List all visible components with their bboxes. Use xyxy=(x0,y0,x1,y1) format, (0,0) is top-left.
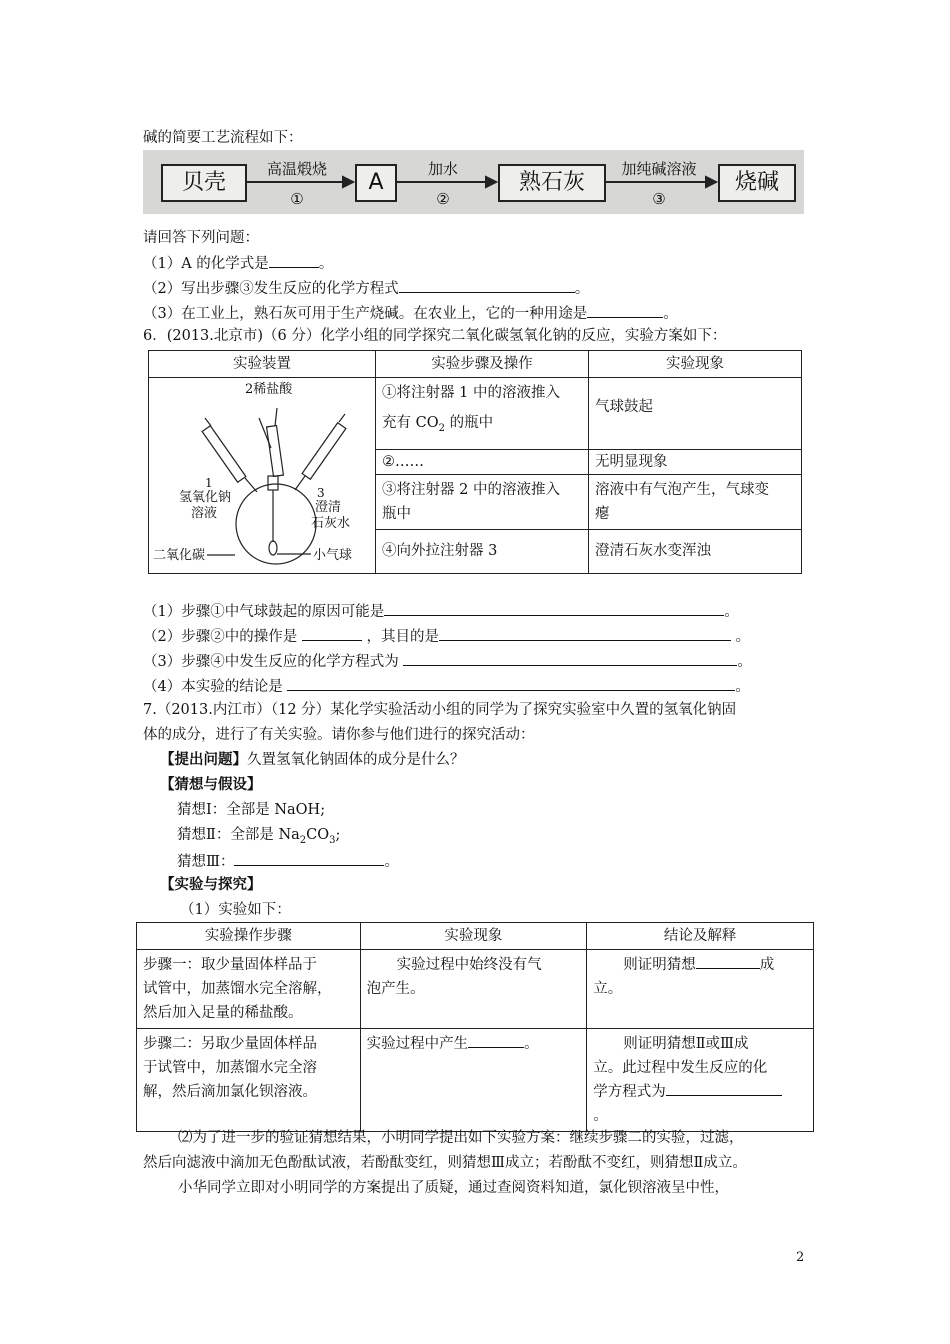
q7-row1-operation: 步骤一：取少量固体样品于 试管中，加蒸馏水完全溶解， 然后加入足量的稀盐酸。 xyxy=(137,950,361,1029)
q5-prompt: 请回答下列问题： xyxy=(143,230,259,246)
q7-header-steps: 实验操作步骤 xyxy=(137,923,361,950)
label-naoh-1: 氢氧化钠 xyxy=(179,490,232,505)
label-limewater-1: 澄清 xyxy=(315,500,342,515)
q5-sub2: （2）写出步骤③发生反应的化学方程式 。 xyxy=(143,277,589,299)
flow-box-shell: 贝壳 xyxy=(161,164,247,202)
answer-blank[interactable] xyxy=(302,625,362,641)
q7-row2-observation: 实验过程中产生 。 xyxy=(360,1029,587,1132)
q7-experiment-heading: 【实验与探究】 xyxy=(160,876,262,893)
q6-observation-3: 溶液中有气泡产生，气球变 瘪 xyxy=(589,475,802,530)
intro-text: 碱的简要工艺流程如下： xyxy=(143,130,303,146)
q7-paragraph-2-line-2: 然后向滤液中滴加无色酚酞试液，若酚酞变红，则猜想Ⅲ成立；若酚酞不变红，则猜想Ⅱ成立。 xyxy=(143,1155,747,1171)
q6-observation-2: 无明显现象 xyxy=(589,450,802,475)
q6-step-2: ②…… xyxy=(376,450,589,475)
q6-apparatus-cell xyxy=(149,378,376,574)
q7-header-observations: 实验现象 xyxy=(360,923,587,950)
q7-paragraph-3: 小华同学立即对小明同学的方案提出了质疑，通过查阅资料知道，氯化钡溶液呈中性， xyxy=(178,1180,729,1196)
label-balloon: 小气球 xyxy=(313,548,353,563)
answer-blank[interactable] xyxy=(403,650,737,666)
answer-blank[interactable] xyxy=(696,953,760,969)
q6-header-steps: 实验步骤及操作 xyxy=(376,351,589,378)
label-hydrochloric-acid: 2稀盐酸 xyxy=(245,382,293,397)
flow-label-calcine: 高温煅烧 xyxy=(266,160,327,178)
answer-blank[interactable] xyxy=(384,600,724,616)
q7-hypothesis-heading: 【猜想与假设】 xyxy=(160,776,262,793)
answer-blank[interactable] xyxy=(468,1032,524,1048)
label-carbon-dioxide: 二氧化碳 xyxy=(153,548,206,563)
q7-title-2: 体的成分，进行了有关实验。请你参与他们进行的探究活动： xyxy=(143,727,535,743)
q6-sub3: （3）步骤④中发生反应的化学方程式为 。 xyxy=(143,650,752,672)
q6-sub4: （4）本实验的结论是 。 xyxy=(143,675,750,697)
flow-step-1: ① xyxy=(290,190,304,208)
q7-row1-observation: 实验过程中始终没有气 泡产生。 xyxy=(360,950,587,1029)
q6-header-apparatus: 实验装置 xyxy=(149,351,376,378)
q6-observation-1: 气球鼓起 xyxy=(589,378,802,450)
flow-label-soda: 加纯碱溶液 xyxy=(621,160,697,178)
q7-hypothesis-3: 猜想Ⅲ： 。 xyxy=(177,850,399,872)
q6-sub1: （1）步骤①中气球鼓起的原因可能是 。 xyxy=(143,600,739,622)
q7-hypothesis-2: 猜想Ⅱ：全部是 $Na_2CO_3$; xyxy=(177,827,341,846)
label-syringe-1: 1 xyxy=(205,476,213,490)
flow-box-a: A xyxy=(355,164,397,202)
q7-row1-conclusion: 则证明猜想 成 立。 xyxy=(587,950,814,1029)
q7-row2-conclusion: 则证明猜想Ⅱ或Ⅲ成 立。此过程中发生反应的化 学方程式为 。 xyxy=(587,1029,814,1132)
answer-blank[interactable] xyxy=(234,850,384,866)
q7-row2-operation: 步骤二：另取少量固体样品 于试管中，加蒸馏水完全溶 解，然后滴加氯化钡溶液。 xyxy=(137,1029,361,1132)
q7-question: 【提出问题】久置氢氧化钠固体的成分是什么？ xyxy=(160,751,465,768)
q6-step-4: ④向外拉注射器 3 xyxy=(376,530,589,574)
q7-title-1: 7.（2013.内江市）（12 分）某化学实验活动小组的同学为了探究实验室中久置的氢氧化钠固 xyxy=(143,702,737,718)
flow-step-2: ② xyxy=(436,190,450,208)
q6-experiment-table xyxy=(148,350,802,574)
q6-header-observations: 实验现象 xyxy=(589,351,802,378)
answer-blank[interactable] xyxy=(399,277,575,293)
q7-experiment-sub: （1）实验如下： xyxy=(180,902,291,918)
q6-observation-4: 澄清石灰水变浑浊 xyxy=(589,530,802,574)
answer-blank[interactable] xyxy=(439,625,731,641)
q7-header-conclusion: 结论及解释 xyxy=(587,923,814,950)
q7-paragraph-2-line-1: ⑵为了进一步的验证猜想结果，小明同学提出如下实验方案：继续步骤二的实验，过滤， xyxy=(178,1130,744,1146)
flow-label-water: 加水 xyxy=(427,160,458,178)
answer-blank[interactable] xyxy=(287,675,735,691)
flow-step-3: ③ xyxy=(652,190,666,208)
q5-sub3: （3）在工业上，熟石灰可用于生产烧碱。在农业上，它的一种用途是 。 xyxy=(143,302,678,324)
q6-step-1: ①将注射器 1 中的溶液推入 充有 $CO_2$ 的瓶中 xyxy=(376,378,589,450)
q6-step-3: ③将注射器 2 中的溶液推入 瓶中 xyxy=(376,475,589,530)
label-limewater-2: 石灰水 xyxy=(311,516,351,531)
page-number: 2 xyxy=(796,1250,805,1265)
q6-sub2: （2）步骤②中的操作是 ，其目的是 。 xyxy=(143,625,750,647)
apparatus-diagram xyxy=(149,378,375,570)
q5-sub1: （1）A 的化学式是 。 xyxy=(143,252,333,274)
answer-blank[interactable] xyxy=(587,302,663,318)
q7-hypothesis-1: 猜想Ⅰ：全部是 NaOH; xyxy=(177,802,326,818)
answer-blank[interactable] xyxy=(269,252,319,268)
process-flow-diagram xyxy=(143,150,804,214)
flow-box-slaked-lime: 熟石灰 xyxy=(498,164,606,202)
label-naoh-2: 溶液 xyxy=(191,506,218,521)
label-syringe-3: 3 xyxy=(317,486,325,500)
q7-experiment-table xyxy=(136,922,814,1132)
answer-blank[interactable] xyxy=(666,1080,782,1096)
q6-title: 6．(2013.北京市)（6 分）化学小组的同学探究二氧化碳氢氧化钠的反应，实验方案如下： xyxy=(143,328,727,344)
flow-box-caustic-soda: 烧碱 xyxy=(718,164,796,202)
